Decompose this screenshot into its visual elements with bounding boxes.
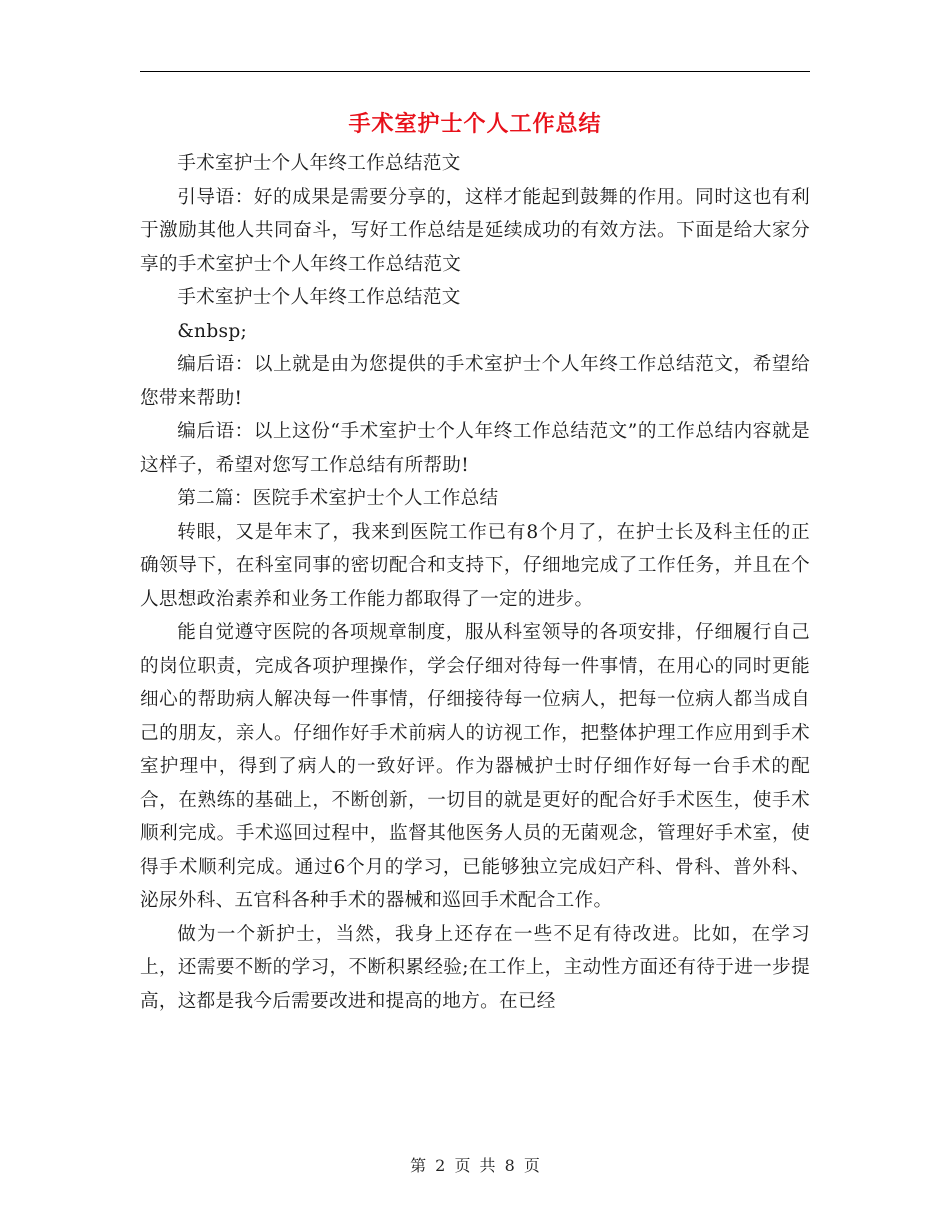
document-title: 手术室护士个人工作总结	[348, 112, 602, 137]
paragraph-body-2: 能自觉遵守医院的各项规章制度，服从科室领导的各项安排，仔细履行自己的岗位职责，完成各项护理操作，学会仔细对待每一件事情，在用心的同时更能细心的帮助病人解决每一件事情，仔细接待每一位病人，把每一位病人都当成自己的朋友，亲人。仔细作好手术前病人的访视工作，把整体护理工作应用到手术室护理中，得到了病人的一致好评。作为器械护士时仔细作好每一台手术的配合，在熟练的基础上，不断创新，一切目的就是更好的配合好手术医生，使手术顺利完成。手术巡回过程中，监督其他医务人员的无菌观念，管理好手术室，使得手术顺利完成。通过6个月的学习，已能够独立完成妇产科、骨科、普外科、泌尿外科、五官科各种手术的器械和巡回手术配合工作。	[140, 622, 810, 911]
paragraph-nbsp: &nbsp;	[177, 320, 248, 342]
paragraph-editor-note-2: 编后语：以上这份“手术室护士个人年终工作总结范文”的工作总结内容就是这样子，希望对您写工作总结有所帮助!	[140, 421, 810, 476]
paragraph-intro: 引导语：好的成果是需要分享的，这样才能起到鼓舞的作用。同时这也有利于激励其他人共同奋斗，写好工作总结是延续成功的有效方法。下面是给大家分享的手术室护士个人年终工作总结范文	[140, 186, 810, 275]
section-heading-second: 第二篇：医院手术室护士个人工作总结	[177, 488, 499, 509]
paragraph-editor-note-1: 编后语：以上就是由为您提供的手术室护士个人年终工作总结范文，希望给您带来帮助!	[140, 354, 810, 409]
paragraph-subtitle-repeat: 手术室护士个人年终工作总结范文	[177, 287, 461, 308]
paragraph-subtitle: 手术室护士个人年终工作总结范文	[177, 153, 461, 174]
document-body	[140, 147, 810, 1018]
paragraph-body-1: 转眼，又是年末了，我来到医院工作已有8个月了，在护士长及科主任的正确领导下，在科室同事的密切配合和支持下，仔细地完成了工作任务，并且在个人思想政治素养和业务工作能力都取得了一定的进步。	[140, 521, 810, 610]
header-rule	[140, 71, 810, 72]
paragraph-body-3: 做为一个新护士，当然，我身上还存在一些不足有待改进。比如，在学习上，还需要不断的学习，不断积累经验;在工作上，主动性方面还有待于进一步提高，这都是我今后需要改进和提高的地方。在已经	[140, 923, 810, 1012]
page-number-footer: 第 2 页 共 8 页	[410, 1156, 540, 1175]
